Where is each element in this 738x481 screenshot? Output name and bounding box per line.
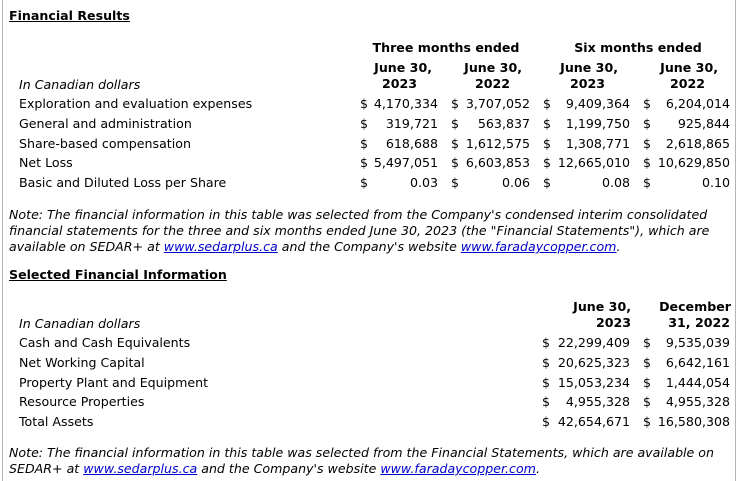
sf-note-between: and the Company's website [197, 461, 381, 476]
table-row-label: Basic and Diluted Loss per Share [19, 175, 227, 191]
sf-note-text: Note: The financial information in this table was selected from the Financial Statements, which are available on SEDAR+ at [9, 445, 714, 476]
six-months-ended-header: Six months ended [574, 40, 702, 55]
financial-results-heading: Financial Results [9, 8, 130, 23]
table-cell-value: 1,308,771 [565, 135, 630, 151]
currency-symbol: $ [643, 96, 652, 111]
fr-col1-header-line2: 2023 [381, 76, 417, 91]
currency-symbol: $ [542, 374, 551, 390]
currency-symbol: $ [643, 394, 652, 410]
table-cell-value: 0.06 [501, 175, 530, 191]
table-cell-value: 1,612,575 [465, 135, 530, 151]
table-cell-value: 12,665,010 [557, 155, 630, 171]
table-cell-value: 6,603,853 [465, 155, 530, 171]
sf-col2-header-line2: 31, 2022 [668, 315, 730, 330]
fr-note-text: Note: The financial information in this table was selected from the Company's condensed interim consolidated financial statements for the three and six months ended June 30, 2023 (the "Financial Statements"), which are available on SEDAR+ at [9, 207, 710, 254]
table-row-label: Resource Properties [19, 394, 145, 410]
fr-col2-header-line1: June 30, [464, 60, 522, 75]
table-cell-value: 4,955,328 [565, 394, 630, 410]
currency-symbol: $ [543, 175, 552, 191]
currency-symbol: $ [543, 135, 552, 151]
table-cell-value: 2,618,865 [665, 135, 730, 151]
table-row-label: Total Assets [19, 414, 94, 430]
fr-col1-header-line1: June 30, [374, 60, 432, 75]
currency-symbol: $ [542, 414, 551, 430]
fr-col3-header-line2: 2023 [569, 76, 605, 91]
fr-col4-header-line2: 2022 [669, 76, 705, 91]
currency-symbol: $ [542, 335, 551, 350]
table-cell-value: 3,707,052 [465, 96, 530, 111]
table-cell-value: 319,721 [385, 115, 438, 131]
table-row-label: Cash and Cash Equivalents [19, 335, 191, 350]
fr-note-between: and the Company's website [277, 239, 461, 254]
sf-units-label: In Canadian dollars [19, 316, 141, 331]
fr-company-website-link[interactable]: www.faradaycopper.com [460, 239, 617, 254]
table-cell-value: 5,497,051 [373, 155, 438, 171]
fr-note-end: . [616, 239, 621, 254]
table-cell-value: 42,654,671 [557, 414, 630, 430]
currency-symbol: $ [643, 335, 652, 350]
fr-units-label: In Canadian dollars [19, 77, 141, 92]
currency-symbol: $ [360, 96, 369, 111]
selected-financial-heading: Selected Financial Information [9, 267, 227, 282]
currency-symbol: $ [451, 135, 460, 151]
currency-symbol: $ [543, 96, 552, 111]
currency-symbol: $ [360, 175, 369, 191]
table-row-label: Property Plant and Equipment [19, 374, 209, 390]
currency-symbol: $ [542, 394, 551, 410]
sf-company-website-link[interactable]: www.faradaycopper.com [380, 461, 536, 476]
currency-symbol: $ [643, 175, 652, 191]
table-cell-value: 4,955,328 [665, 394, 730, 410]
table-row-label: Net Working Capital [19, 354, 145, 370]
table-cell-value: 16,580,308 [657, 414, 730, 430]
table-cell-value: 10,629,850 [657, 155, 730, 171]
fr-col3-header-line1: June 30, [560, 60, 618, 75]
currency-symbol: $ [643, 135, 652, 151]
table-cell-value: 563,837 [477, 115, 530, 131]
sf-sedar-link[interactable]: www.sedarplus.ca [83, 461, 198, 476]
table-row-label: Share-based compensation [19, 135, 191, 151]
sf-col1-header-line1: June 30, [573, 299, 631, 314]
currency-symbol: $ [643, 354, 652, 370]
fr-col4-header-line1: June 30, [660, 60, 718, 75]
table-cell-value: 9,535,039 [665, 335, 730, 350]
table-cell-value: 22,299,409 [557, 335, 630, 350]
currency-symbol: $ [543, 115, 552, 131]
currency-symbol: $ [360, 155, 369, 171]
table-cell-value: 618,688 [385, 135, 438, 151]
financial-results-note [9, 207, 731, 255]
currency-symbol: $ [643, 414, 652, 430]
sf-col1-header-line2: 2023 [595, 315, 631, 330]
table-cell-value: 15,053,234 [557, 374, 630, 390]
currency-symbol: $ [542, 354, 551, 370]
table-cell-value: 925,844 [677, 115, 730, 131]
currency-symbol: $ [643, 374, 652, 390]
currency-symbol: $ [643, 115, 652, 131]
currency-symbol: $ [451, 155, 460, 171]
table-cell-value: 20,625,323 [557, 354, 630, 370]
sf-note-end: . [535, 461, 540, 476]
fr-col2-header-line2: 2022 [474, 76, 510, 91]
currency-symbol: $ [643, 155, 652, 171]
table-row-label: Net Loss [19, 155, 73, 171]
currency-symbol: $ [451, 115, 460, 131]
currency-symbol: $ [543, 155, 552, 171]
sf-col2-header-line1: December [659, 299, 731, 314]
table-cell-value: 4,170,334 [373, 96, 438, 111]
table-row-label: General and administration [19, 115, 192, 131]
fr-sedar-link[interactable]: www.sedarplus.ca [163, 239, 278, 254]
three-months-ended-header: Three months ended [372, 40, 520, 55]
table-cell-value: 0.03 [409, 175, 438, 191]
table-cell-value: 6,642,161 [665, 354, 730, 370]
currency-symbol: $ [360, 115, 369, 131]
table-cell-value: 9,409,364 [565, 96, 630, 111]
currency-symbol: $ [360, 135, 369, 151]
table-row-label: Exploration and evaluation expenses [19, 96, 253, 111]
table-cell-value: 0.10 [701, 175, 730, 191]
currency-symbol: $ [451, 175, 460, 191]
table-cell-value: 0.08 [601, 175, 630, 191]
table-cell-value: 1,199,750 [565, 115, 630, 131]
table-cell-value: 6,204,014 [665, 96, 730, 111]
table-cell-value: 1,444,054 [665, 374, 730, 390]
currency-symbol: $ [451, 96, 460, 111]
selected-financial-note [9, 445, 731, 477]
